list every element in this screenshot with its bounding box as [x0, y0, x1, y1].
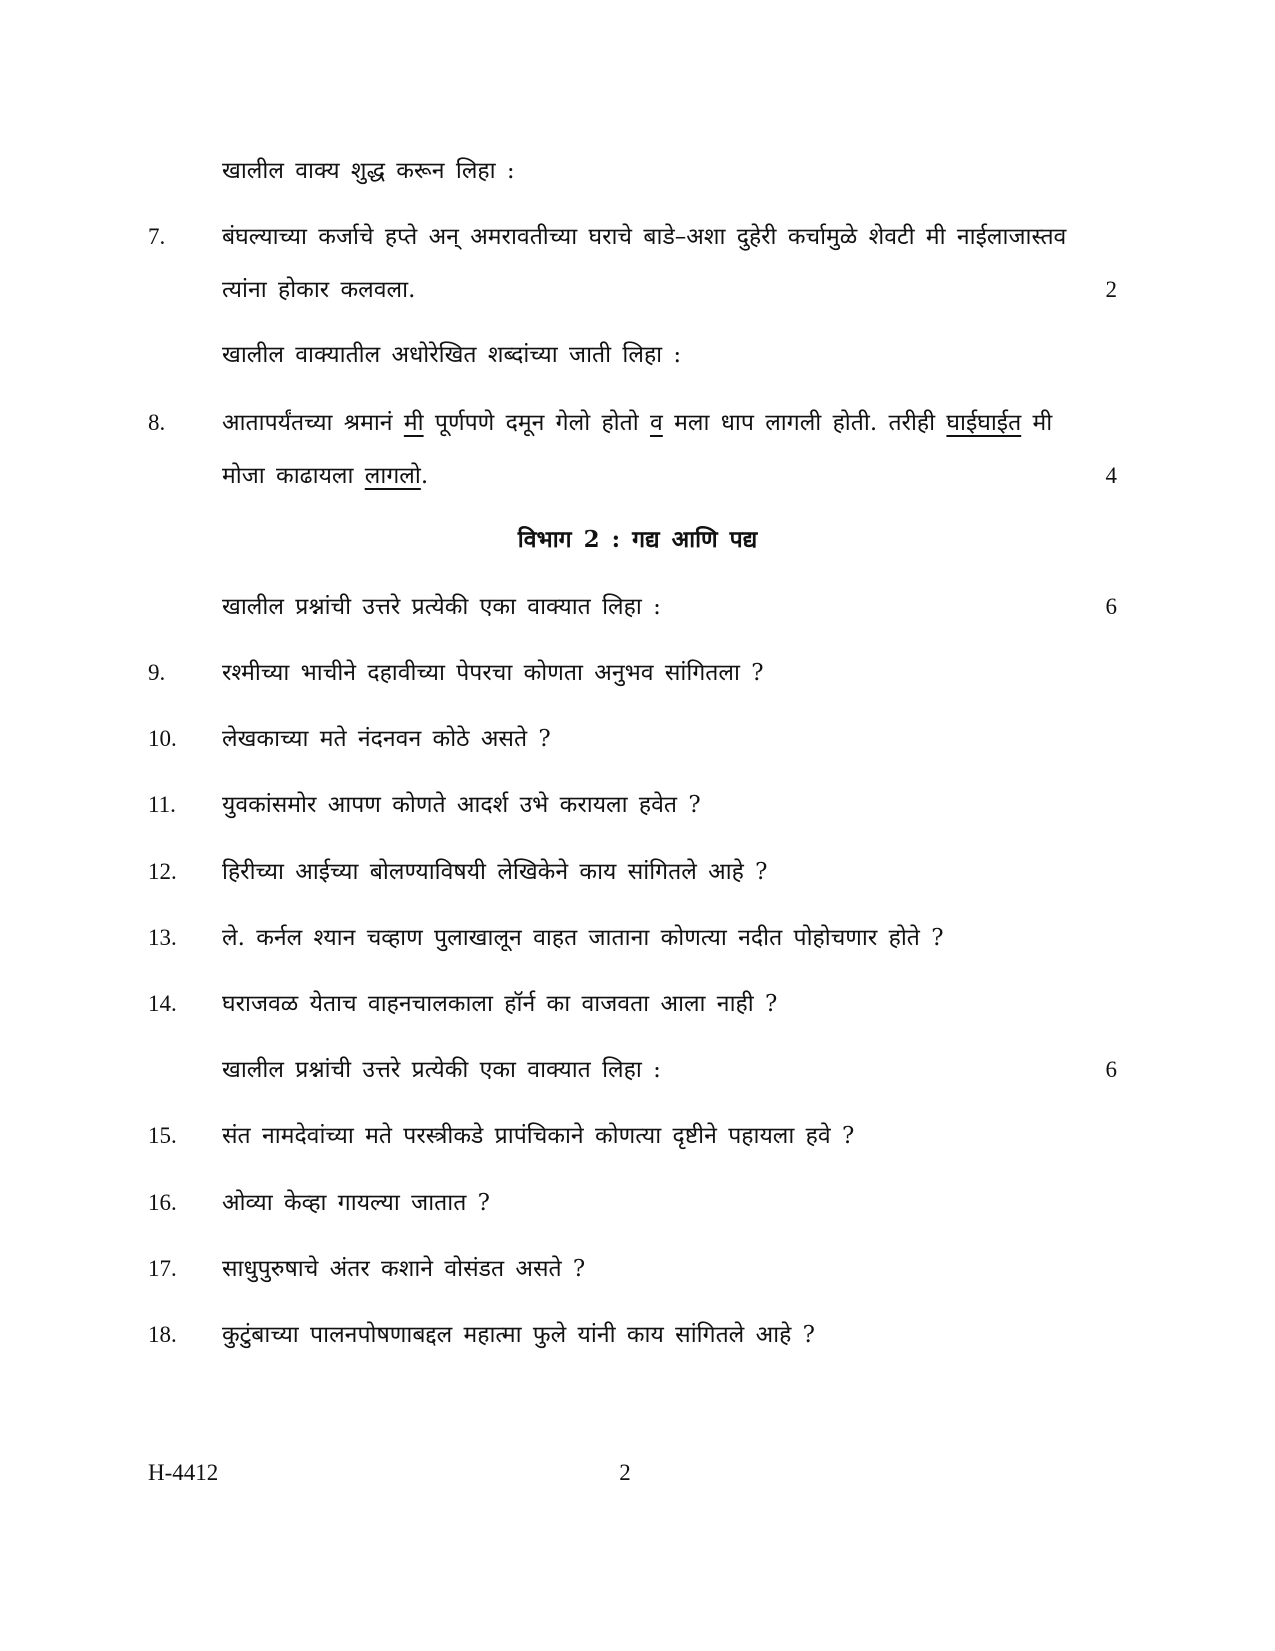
- question-text: युवकांसमोर आपण कोणते आदर्श उभे करायला हवेत ?: [222, 792, 701, 818]
- paper-code: H-4412: [148, 1460, 219, 1485]
- instruction-correct-sentence: खालील वाक्य शुद्ध करून लिहा :: [222, 158, 515, 184]
- question-number: 14.: [148, 991, 177, 1016]
- underlined-word: घाईघाईत: [946, 410, 1022, 436]
- question-7-line-2: त्यांना होकार कलवला.: [222, 277, 416, 303]
- question-text: साधुपुरुषाचे अंतर कशाने वोसंडत असते ?: [222, 1256, 586, 1282]
- question-text: लेखकाच्या मते नंदनवन कोठे असते ?: [222, 726, 551, 752]
- section-a-marks: 6: [1105, 594, 1117, 619]
- question-8-text: मी: [1021, 410, 1053, 436]
- section-b-marks: 6: [1105, 1057, 1117, 1082]
- question-number: 17.: [148, 1256, 177, 1281]
- question-8-text: पूर्णपणे दमून गेलो होतो: [423, 410, 651, 436]
- page-number: 2: [619, 1460, 631, 1485]
- question-number: 15.: [148, 1123, 177, 1148]
- question-text: ले. कर्नल श्यान चव्हाण पुलाखालून वाहत जाताना कोणत्या नदीत पोहोचणार होते ?: [222, 925, 944, 951]
- question-number: 10.: [148, 726, 177, 751]
- question-text: कुटुंबाच्या पालनपोषणाबद्दल महात्मा फुले यांनी काय सांगितले आहे ?: [222, 1322, 815, 1348]
- question-8-text: आतापर्यंतच्या श्रमानं: [222, 410, 404, 436]
- question-number: 12.: [148, 859, 177, 884]
- question-number: 13.: [148, 925, 177, 950]
- underlined-word: लागलो: [364, 463, 421, 489]
- underlined-word: मी: [403, 410, 424, 436]
- question-text: संत नामदेवांच्या मते परस्त्रीकडे प्रापंचिकाने कोणत्या दृष्टीने पहायला हवे ?: [222, 1123, 855, 1149]
- question-8-number: 8.: [148, 410, 166, 435]
- question-number: 11.: [148, 792, 176, 817]
- question-8-text: मला धाप लागली होती. तरीही: [662, 410, 947, 436]
- question-7-line-1: बंघल्याच्या कर्जाचे हप्ते अन् अमरावतीच्या घराचे बाडे–अशा दुहेरी कर्चामुळे शेवटी मी नाईलाजास्तव: [222, 224, 1067, 250]
- question-7-number: 7.: [148, 224, 166, 249]
- question-text: ओव्या केव्हा गायल्या जातात ?: [222, 1190, 491, 1216]
- question-8-text: मोजा काढायला: [222, 463, 365, 489]
- section-heading: विभाग 2 : गद्य आणि पद्य: [517, 526, 758, 553]
- question-8-line-2: [222, 461, 428, 491]
- instruction-answer-one-sentence: खालील प्रश्नांची उत्तरे प्रत्येकी एका वाक्यात लिहा :: [222, 1057, 661, 1083]
- question-text: हिरीच्या आईच्या बोलण्याविषयी लेखिकेने काय सांगितले आहे ?: [222, 859, 768, 885]
- question-text: रश्मीच्या भाचीने दहावीच्या पेपरचा कोणता अनुभव सांगितला ?: [222, 660, 764, 686]
- question-8-marks: 4: [1105, 463, 1117, 488]
- question-8-line-1: [222, 408, 1052, 438]
- question-number: 9.: [148, 660, 166, 685]
- instruction-answer-one-sentence: खालील प्रश्नांची उत्तरे प्रत्येकी एका वाक्यात लिहा :: [222, 594, 661, 620]
- question-text: घराजवळ येताच वाहनचालकाला हॉर्न का वाजवता आला नाही ?: [222, 991, 778, 1017]
- question-number: 18.: [148, 1322, 177, 1347]
- instruction-word-classes: खालील वाक्यातील अधोरेखित शब्दांच्या जाती लिहा :: [222, 342, 682, 368]
- question-8-text: .: [420, 463, 429, 489]
- question-number: 16.: [148, 1190, 177, 1215]
- question-7-marks: 2: [1105, 277, 1117, 302]
- underlined-word: व: [650, 410, 663, 436]
